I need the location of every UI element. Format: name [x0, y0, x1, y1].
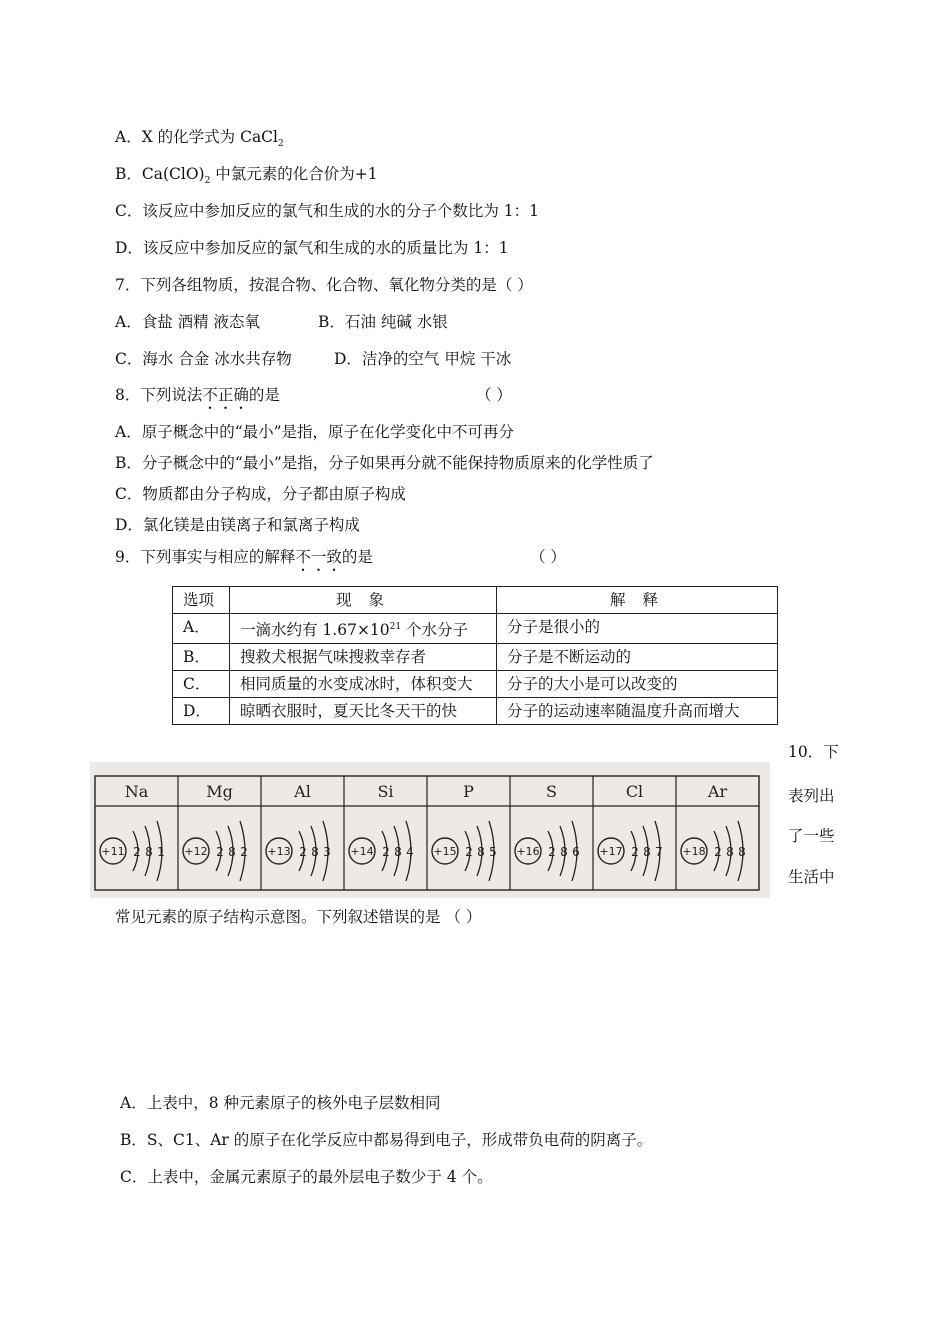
shell-electron-count: 2	[548, 845, 556, 859]
header-phenomenon: 现 象	[230, 587, 497, 614]
q6-option-b-suffix: 中氯元素的化合价为+1	[210, 165, 378, 183]
nucleus-charge: +12	[184, 845, 208, 858]
shell-electron-count: 8	[738, 845, 746, 859]
element-symbol: Al	[294, 782, 311, 801]
row-phenomenon	[230, 614, 497, 644]
q9-stem-text: 9．下列事实与相应的解释	[115, 548, 296, 566]
subscript: 2	[204, 176, 211, 187]
shell-electron-count: 2	[133, 845, 141, 859]
nucleus-charge: +14	[350, 845, 374, 858]
nucleus-charge: +16	[516, 845, 540, 858]
table-row	[173, 698, 778, 725]
row-option: B．	[173, 644, 230, 671]
row-phenomenon: 搜救犬根据气味搜救幸存者	[230, 644, 497, 671]
phenomenon-text-end: 个水分子	[401, 621, 469, 640]
shell-electron-count: 8	[726, 845, 734, 859]
q8-paren: （ ）	[476, 386, 512, 404]
table-row	[173, 614, 778, 644]
table-row	[173, 671, 778, 698]
q10-stem-line-1: 10．下	[788, 743, 839, 761]
q8-option-b: B．分子概念中的“最小”是指，分子如果再分就不能保持物质原来的化学性质了	[115, 454, 654, 472]
nucleus-charge: +17	[599, 845, 623, 858]
element-symbol: P	[463, 782, 474, 801]
q6-option-b-text: B．Ca(ClO)	[115, 165, 205, 183]
q8-option-d: D．氯化镁是由镁离子和氯离子构成	[115, 516, 360, 534]
element-symbol: Cl	[625, 782, 644, 801]
q10-option-a: A．上表中，8 种元素原子的核外电子层数相同	[120, 1094, 441, 1112]
q8-stem-text: 8．下列说法	[115, 386, 203, 404]
element-symbol: Si	[377, 782, 394, 801]
subscript: 2	[278, 139, 284, 150]
q7-option-d: D．洁净的空气 甲烷 干冰	[334, 350, 512, 368]
q8-stem	[115, 385, 280, 413]
q8-stem-end: 的是	[248, 386, 280, 404]
row-explanation: 分子是不断运动的	[497, 644, 778, 671]
row-phenomenon: 相同质量的水变成冰时，体积变大	[230, 671, 497, 698]
q10-stem-rest: 常见元素的原子结构示意图。下列叙述错误的是 （ ）	[115, 908, 482, 926]
shell-electron-count: 2	[216, 845, 224, 859]
shell-electron-count: 8	[311, 845, 319, 859]
row-explanation: 分子的运动速率随温度升高而增大	[497, 698, 778, 725]
q6-option-d: D．该反应中参加反应的氯气和生成的水的质量比为 1：1	[115, 239, 509, 257]
shell-electron-count: 4	[406, 845, 414, 859]
atom-structure-svg	[90, 762, 770, 898]
nucleus-charge: +11	[101, 845, 125, 858]
q10-stem-line-3: 了一些	[788, 827, 835, 845]
nucleus-charge: +15	[433, 845, 457, 858]
q8-option-c: C．物质都由分子构成，分子都由原子构成	[115, 485, 406, 503]
shell-electron-count: 8	[228, 845, 236, 859]
superscript: 21	[389, 622, 402, 632]
q9-emphasis: 不一致	[295, 548, 342, 566]
shell-electron-count: 3	[323, 845, 331, 859]
q6-option-a	[115, 127, 284, 154]
q8-emphasis: 不正确	[202, 386, 249, 404]
nucleus-charge: +18	[682, 845, 706, 858]
row-explanation: 分子是很小的	[497, 614, 778, 644]
shell-electron-count: 8	[477, 845, 485, 859]
row-phenomenon: 晾晒衣服时，夏天比冬天干的快	[230, 698, 497, 725]
element-symbol: Na	[124, 782, 149, 801]
shell-electron-count: 2	[240, 845, 248, 859]
shell-electron-count: 5	[489, 845, 497, 859]
q10-option-b: B．S、C1、Ar 的原子在化学反应中都易得到电子，形成带负电荷的阴离子。	[120, 1131, 653, 1149]
row-option: A．	[173, 614, 230, 644]
q10-stem-line-4: 生活中	[788, 868, 835, 886]
row-option: C．	[173, 671, 230, 698]
element-symbol: Ar	[707, 782, 728, 801]
phenomenon-text: 一滴水约有 1.67×10	[240, 621, 390, 640]
shell-electron-count: 2	[465, 845, 473, 859]
q9-paren: （ ）	[530, 548, 566, 566]
q8-option-a: A．原子概念中的“最小”是指，原子在化学变化中不可再分	[115, 423, 515, 441]
row-option: D．	[173, 698, 230, 725]
table-row	[173, 644, 778, 671]
shell-electron-count: 8	[145, 845, 153, 859]
q9-stem	[115, 547, 373, 575]
q7-stem: 7．下列各组物质，按混合物、化合物、氧化物分类的是（ ）	[115, 276, 533, 294]
shell-electron-count: 6	[572, 845, 580, 859]
shell-electron-count: 2	[299, 845, 307, 859]
shell-electron-count: 8	[560, 845, 568, 859]
shell-electron-count: 1	[157, 845, 165, 859]
shell-electron-count: 8	[394, 845, 402, 859]
shell-electron-count: 7	[655, 845, 663, 859]
q7-option-b: B．石油 纯碱 水银	[318, 313, 448, 331]
shell-electron-count: 2	[382, 845, 390, 859]
header-explanation: 解 释	[497, 587, 778, 614]
q9-table	[172, 586, 778, 725]
table-header-row	[173, 587, 778, 614]
q6-option-c: C．该反应中参加反应的氯气和生成的水的分子个数比为 1：1	[115, 202, 540, 220]
q6-option-b	[115, 164, 378, 191]
q10-option-c: C．上表中，金属元素原子的最外层电子数少于 4 个。	[120, 1168, 493, 1186]
nucleus-charge: +13	[267, 845, 291, 858]
atom-structure-diagram	[90, 762, 770, 898]
q7-option-a: A．食盐 酒精 液态氧	[115, 313, 261, 331]
header-option: 选项	[173, 587, 230, 614]
q7-option-c: C．海水 合金 冰水共存物	[115, 350, 292, 368]
element-symbol: Mg	[206, 782, 233, 801]
shell-electron-count: 2	[714, 845, 722, 859]
q10-stem-line-2: 表列出	[788, 787, 835, 805]
shell-electron-count: 8	[643, 845, 651, 859]
row-explanation: 分子的大小是可以改变的	[497, 671, 778, 698]
q9-stem-end: 的是	[341, 548, 373, 566]
shell-electron-count: 2	[631, 845, 639, 859]
element-symbol: S	[546, 782, 557, 801]
q6-option-a-text: A．X 的化学式为 CaCl	[115, 128, 279, 146]
